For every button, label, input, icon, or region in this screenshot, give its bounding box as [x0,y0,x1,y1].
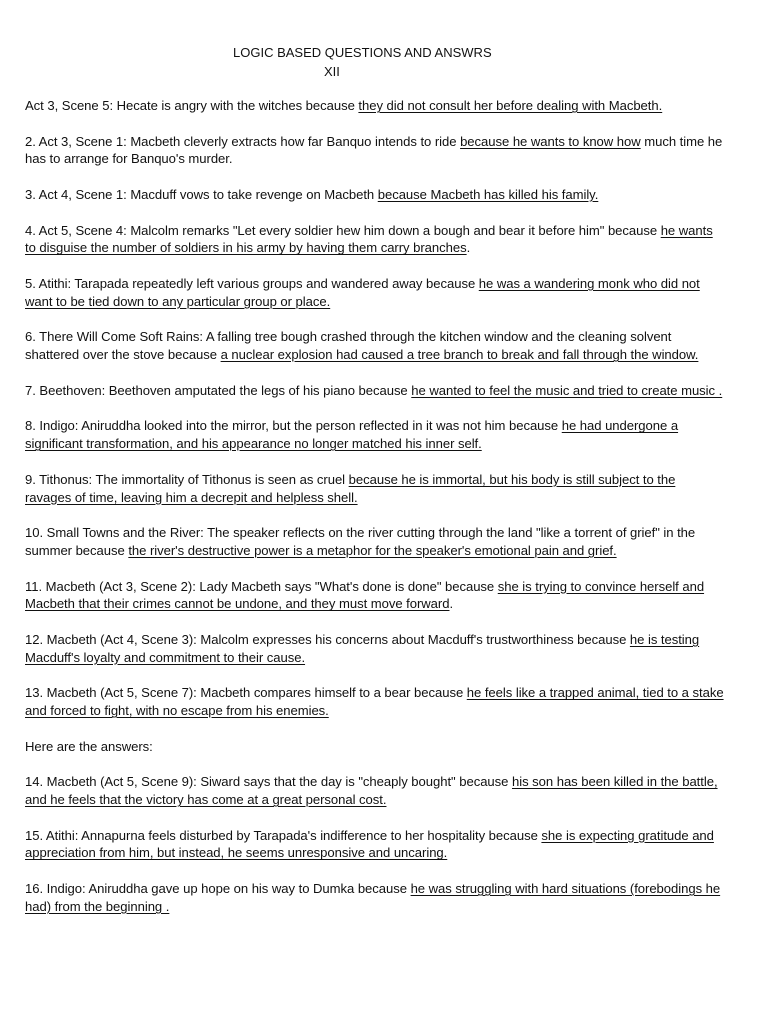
answer-text: because he wants to know how [460,133,641,149]
question-text: 11. Macbeth (Act 3, Scene 2): Lady Macbeth says "What's done is done" because [25,578,498,594]
question-text: 16. Indigo: Aniruddha gave up hope on his way to Dumka because [25,881,411,897]
answer-text: he was a wandering monk who did not want to be tied down to any particular group or place. [25,275,700,309]
answer-text: he had undergone a significant transformation, and his appearance no longer matched his inner self. [25,418,679,452]
question-text: 12. Macbeth (Act 4, Scene 3): Malcolm expresses his concerns about Macduff's trustworthiness because [25,631,630,647]
answer-text: he wants to disguise the number of soldiers in his army by having them carry branches [25,222,713,256]
answer-text: she is trying to convince herself and Macbeth that their crimes cannot be undone, and they must move forward [25,578,705,612]
answer-text: they did not consult her before dealing with Macbeth. [358,98,663,113]
answer-text: she is expecting gratitude and appreciation from him, but instead, he seems unresponsive and uncaring. [25,827,714,861]
answer-text: he wanted to feel the music and tried to create music . [411,382,723,398]
title-line-1: LOGIC BASED QUESTIONS AND ANSWRS [233,45,492,60]
question-text: 14. Macbeth (Act 5, Scene 9): Siward says that the day is "cheaply bought" because [25,774,512,790]
question-text: 7. Beethoven: Beethoven amputated the legs of his piano because [25,382,412,398]
answer-text: his son has been killed in the battle, and he feels that the victory has come at a great personal cost. [25,774,718,808]
question-text: 10. Small Towns and the River: The speaker reflects on the river cutting through the land "like a torrent of grief" in the summer because [25,525,696,558]
question-text: 3. Act 4, Scene 1: Macduff vows to take revenge on Macbeth [25,186,378,202]
qa-item-13 [25,684,725,720]
qa-item-3 [25,186,725,204]
question-text: Act 3, Scene 5: Hecate is angry with the witches because [25,98,359,113]
qa-item-14 [25,773,725,809]
qa-item-2 [25,133,725,169]
section-note [25,738,725,756]
qa-item-9 [25,471,725,507]
answer-text: he feels like a trapped animal, tied to a stake and forced to fight, with no escape from his enemies. [25,685,724,719]
answer-text: because Macbeth has killed his family. [377,186,599,202]
qa-item-7 [25,382,725,400]
question-answer-list [25,97,725,933]
answer-text: he was struggling with hard situations (forebodings he had) from the beginning . [25,881,721,914]
title-line-2: XII [324,64,340,79]
qa-item-11 [25,578,725,614]
question-text: 5. Atithi: Tarapada repeatedly left various groups and wandered away because [25,275,479,291]
qa-item-4 [25,222,725,258]
question-text: 15. Atithi: Annapurna feels disturbed by Tarapada's indifference to her hospitality because [25,827,542,843]
question-text: 2. Act 3, Scene 1: Macbeth cleverly extracts how far Banquo intends to ride [25,133,461,149]
qa-item-8 [25,417,725,453]
qa-item-10 [25,524,725,560]
question-text: 4. Act 5, Scene 4: Malcolm remarks "Let every soldier hew him down a bough and bear it before him" because [25,222,661,238]
question-text: 8. Indigo: Aniruddha looked into the mirror, but the person reflected in it was not him because [25,418,562,434]
question-text: 13. Macbeth (Act 5, Scene 7): Macbeth compares himself to a bear because [25,685,467,701]
qa-item-16 [25,880,725,916]
qa-item-15 [25,827,725,863]
answer-text: a nuclear explosion had caused a tree branch to break and fall through the window. [220,347,699,363]
answer-tail: . [466,240,471,256]
question-text: 6. There Will Come Soft Rains: A falling tree bough crashed through the kitchen window and the cleaning solvent shattered over the stove because [25,329,672,363]
answer-text: because he is immortal, but his body is still subject to the ravages of time, leaving him a decrepit and helpless shell. [25,471,676,505]
note-text: Here are the answers: [25,738,153,754]
answer-text: he is testing Macduff's loyalty and commitment to their cause. [25,631,700,665]
answer-text: the river's destructive power is a metaphor for the speaker's emotional pain and grief. [128,542,617,558]
qa-item-1 [25,97,725,115]
answer-tail: much time he has to arrange for Banquo's murder. [25,133,723,167]
qa-item-5 [25,275,725,311]
qa-item-12 [25,631,725,667]
qa-item-6 [25,328,725,364]
question-text: 9. Tithonus: The immortality of Tithonus is seen as cruel [25,471,349,487]
answer-tail: . [449,596,454,612]
